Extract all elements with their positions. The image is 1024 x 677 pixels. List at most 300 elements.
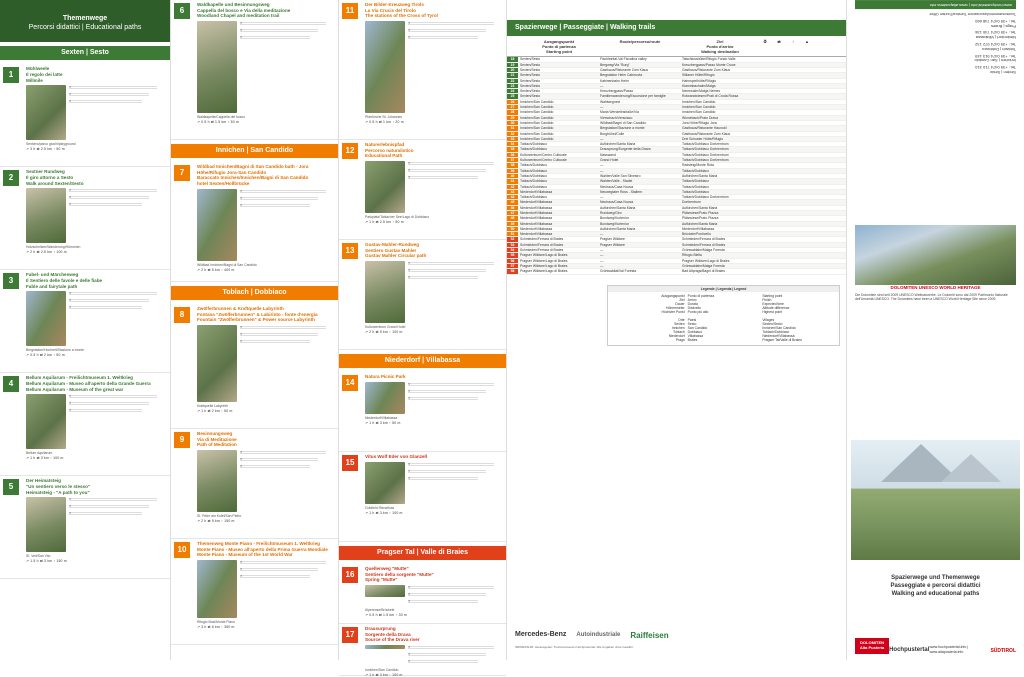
row-value-cell [772,216,786,220]
route-number: 2 [3,170,19,186]
legend-orte: Orte Sexten Innichen Toblach Niederdorf Prags [668,318,685,343]
description-line [69,195,149,200]
route-number: 13 [342,243,358,259]
row-end: Winnebach/Prato Drava [682,115,718,120]
column-2 [171,0,339,660]
row-start: Toblach/Dobbiaco [520,184,547,189]
row-start: Innichen/San Candido [520,136,554,141]
route-photo [197,189,237,261]
route-card [0,64,170,167]
route-description [240,450,335,512]
description-line [240,189,326,194]
row-value-cell [758,190,772,194]
description-line [240,339,310,344]
description-line [408,652,486,657]
route-title: Wildbad Innichen/Bagni di San Candido bath - Jora Höhe/Rifugio Jora-San Candido Baraccato Innichen/Innichen/Bagni di San Candido hotel Sexten/Hollbrücke [197,164,309,187]
route-stats: ↗ 0.5 h ⇄ 1.5 km ↑ 30 m [365,613,407,618]
row-value-cell [758,259,772,263]
route-body [365,161,503,213]
row-value-cell [772,147,786,151]
table-body [507,57,846,274]
row-value-cell [758,63,772,67]
row-value-cell [786,174,800,178]
route-description [69,394,167,449]
row-value-cell [772,94,786,98]
description-line [240,21,326,26]
row-value-cell [786,153,800,157]
description-line [69,298,149,303]
column-4-walking-trails [507,0,847,660]
route-number: 16 [342,567,358,583]
description-line [408,261,494,266]
route-number: 4 [3,376,19,392]
route-body [26,291,167,346]
row-number: 41 [507,179,518,183]
unesco-photo [855,225,1016,285]
row-start: Sexten/Sesto [520,94,541,99]
description-line [69,202,142,207]
route-description [408,462,503,504]
route-meta: St. Veit/San Vito [26,554,51,559]
row-end: Plätzwiese/Prato Piazza [682,211,719,215]
route-body [365,382,503,414]
column-1 [0,0,171,660]
masthead-title: Themenwege [62,15,108,22]
row-value-cell [772,253,786,257]
section-prags: Pragser Tal | Valle di Braies [339,546,506,560]
route-photo [197,450,237,512]
legend-it: Punto di partenza Arrivo Durata Dislivello Punto più alto [687,293,715,314]
row-value-cell [786,195,800,199]
route-card [171,0,338,140]
row-start: Sexten/Sesto [520,62,541,67]
description-line [240,28,318,33]
row-route: Bergstation/Stazione a monte [600,126,645,131]
masthead-subtitle: Percorsi didattici | Educational paths [28,24,142,32]
row-start: Innichen/San Candido [520,126,554,131]
description-line [408,28,486,33]
impressum: IMPRESSUM: Herausgeber: Tourismusverein Hochpustertal. Alle Angaben ohne Gewähr. [515,645,634,650]
row-start: Toblach/Dobbiaco [520,173,547,178]
row-value-cell [800,84,814,88]
row-start: Toblach/Dobbiaco [520,142,547,147]
description-line [69,305,142,310]
row-route: Kreuzbergpass/Passo [600,89,634,94]
row-value-cell [772,185,786,189]
row-value-cell [786,163,800,167]
route-meta: Kulturzentrum Grand Hotel [365,325,406,330]
header-start: Ausgangspunkt Punto di partenza Starting point [542,39,576,54]
route-meta: Alpenrose/Brückele [365,608,395,613]
route-description [69,291,167,346]
route-number: 1 [3,67,19,83]
row-end: Klammbachalm/Malga [682,83,716,88]
header-altitude-icon: ▲ [805,39,809,44]
description-line [240,196,318,201]
description-line [240,325,326,330]
row-value-cell [758,163,772,167]
contact-entry [855,41,1016,51]
sponsor-mercedes: Mercedes-Benz [515,631,567,639]
route-meta: Bellum Aquilarum [26,451,53,456]
description-line [240,203,310,208]
routes-prags [339,564,506,676]
route-title: Der Heimatsteig "Un sentiero verso le stesso" Heimatsteig - "A path to you" [26,478,91,495]
route-body [197,189,335,261]
description-line [408,168,486,173]
route-number: 3 [3,273,19,289]
row-route: — [600,168,604,173]
row-end: Gasthaus/Ristorante Zum Klaus [682,67,731,72]
route-photo [197,21,237,113]
row-value-cell [772,142,786,146]
description-line [69,497,157,502]
route-card [339,372,506,452]
row-value-cell [758,200,772,204]
row-value-cell [786,84,800,88]
row-value-cell [800,105,814,109]
row-number: 19 [507,63,518,67]
row-start: Innichen/San Candido [520,99,554,104]
row-route: Wahlen/Valle San Silvestro [600,173,641,178]
row-route: Neuwegtaler Ross - Stallern [600,189,643,194]
row-value-cell [758,216,772,220]
route-description [240,325,335,402]
row-number: 20 [507,68,518,72]
route-photo [365,261,405,323]
row-end: Drei Schuster Hütte/Rifugio [682,136,724,141]
row-value-cell [786,94,800,98]
description-line [240,332,318,337]
route-stats: ↗ 1 h ⇄ 3 km ↑ 100 m [365,510,403,515]
contacts-rotated [847,0,1024,80]
row-value-cell [800,73,814,77]
cover-footer [855,638,1016,654]
route-photo [365,161,405,213]
row-number: 57 [507,264,518,268]
row-value-cell [800,185,814,189]
route-card [171,304,338,429]
row-start: Niederdorf/Villabassa [520,200,553,205]
row-start: Niederdorf/Villabassa [520,189,553,194]
row-number: 55 [507,253,518,257]
route-body [26,85,167,140]
row-route: Gasthaus/Ristorante Zum Klaus [600,67,649,72]
row-value-cell [786,79,800,83]
row-end: Kreuzbergpass/Passo Monte Croce [682,62,736,67]
row-end: Gasthaus/Ristorante Zum Klaus [682,131,731,136]
row-route: Vierschach/Versciaco [600,115,633,120]
route-card [339,240,506,350]
row-end: Hahnspielhütte/Rifugio [682,78,717,83]
route-body [197,325,335,402]
mountain-shape-2 [941,454,1001,482]
row-number: 47 [507,211,518,215]
description-line [408,396,478,401]
route-title: Naturerlebnispfad Percorso naturalistico Educational Path [365,142,414,159]
route-meta: Wildbad Innichen/Bagni di San Candido [197,262,257,267]
description-line [408,35,478,40]
row-value-cell [758,57,772,61]
legend-villages: Villages Sexten/Sesto Innichen/San Candido Toblach/Dobbiaco Niederdorf/Villabassa Pragser Tal/Valle di Braies [762,318,802,343]
row-value-cell [786,169,800,173]
row-value-cell [786,100,800,104]
contact-phone: Tel.: +39 0474 972 132 [975,42,1016,48]
route-card [339,140,506,240]
route-stats: ↗ 1 h ⇄ 3 km ↑ 100 m [26,456,64,461]
row-start: Innichen/San Candido [520,110,554,115]
row-value-cell [786,253,800,257]
description-line [240,574,310,579]
row-value-cell [786,105,800,109]
row-value-cell [786,216,800,220]
description-line [408,175,478,180]
unesco-title: DOLOMITEN UNESCO WORLD HERITAGE [890,285,981,290]
section-sexten: Sexten | Sesto [0,46,170,60]
contact-town: Prags | Braies [990,23,1016,29]
row-start: Niederdorf/Villabassa [520,221,553,226]
row-start: Toblach/Dobbiaco [520,163,547,168]
cover-title: Spazierwege und Themenwege Passeggiate e percorsi didattici Walking and educational paths [890,574,981,597]
row-value-cell [800,121,814,125]
section-toblach: Toblach | Dobbiaco [171,286,338,300]
route-card [171,539,338,645]
row-value-cell [786,57,800,61]
row-value-cell [772,158,786,162]
row-route: Neuhaus/Casa Nuova [600,200,634,205]
description-line [408,659,478,664]
row-value-cell [772,100,786,104]
row-value-cell [758,153,772,157]
contact-entry [855,64,1016,74]
contact-town: Niederdorf | Villabassa [975,35,1016,41]
sponsors-area [515,631,838,650]
description-line [408,21,494,26]
route-meta: Rifugio Bosi/Monte Piano [197,620,236,625]
route-meta: Niederdorf/Villabassa [365,415,398,420]
row-number: 29 [507,116,518,120]
row-value-cell [758,116,772,120]
row-value-cell [786,63,800,67]
row-value-cell [786,132,800,136]
route-stats: ↗ 3 h ⇄ 2.5 km ↑ 50 m [26,147,65,152]
row-route: Maria Wendelinstraße/Via [600,110,639,115]
row-value-cell [800,243,814,247]
row-value-cell [758,94,772,98]
contact-phone: Tel.: +39 0474 745 136 [975,30,1016,36]
row-route: — [600,136,604,141]
row-start: Innichen/San Candido [520,115,554,120]
route-stats: ↗ 0.5 h ⇄ 1.5 km ↑ 50 m [197,120,239,125]
row-route: Waldwegnetz [600,99,621,104]
row-value-cell [758,142,772,146]
row-end: Toblach/Dobbiaco Dorfzentrum [682,158,729,163]
row-start: Sexten/Sesto [520,83,541,88]
route-card [339,624,506,676]
route-stats: ↗ 0.5 h ⇄ 1 km ↑ 20 m [365,120,404,125]
row-route: Familienwanderung/Escursione per famiglie [600,94,666,99]
row-value-cell [758,211,772,215]
row-value-cell [758,169,772,173]
row-number: 43 [507,190,518,194]
row-value-cell [758,132,772,136]
row-number: 42 [507,185,518,189]
routes-sexten [0,64,170,579]
route-number: 10 [174,542,190,558]
row-route: Fischleintal-Val Fiscalina valley [600,57,647,62]
unesco-text: Die Dolomiten sind seit 2009 UNESCO Weltnaturerbe. Le Dolomiti sono dal 2009 Patrimonio Naturale dell'Umanità UNESCO. The Dolomites have been a UNESCO World Heritage Site since 2009. [855,293,1008,302]
row-end: Bad Altprags/Bagni di Braies [682,269,725,274]
route-photo [26,291,66,346]
legend-title: Legende | Legenda | Legend [608,286,839,292]
row-start: Pragser Wildsee/Lago di Braies [520,258,568,263]
contact-phone: Tel.: +39 0474 748 660 [975,18,1016,24]
row-value-cell [772,121,786,125]
route-meta: Pfarrkirche St. Johannes [365,115,403,120]
row-route: Wahlen/Valle - Stadel [600,179,633,184]
row-value-cell [800,132,814,136]
contact-town: Innichen | San Candido [974,58,1016,64]
row-value-cell [786,248,800,252]
row-value-cell [800,253,814,257]
row-value-cell [758,126,772,130]
row-value-cell [772,227,786,231]
route-stats: ↗ 2 h ⇄ 5 km ↑ 100 m [365,330,403,335]
row-number: 31 [507,126,518,130]
description-line [240,450,326,455]
row-value-cell [786,121,800,125]
header-end: Ziel Punto d'arrivo Walking destination [701,39,739,54]
description-line [408,645,494,650]
description-line [408,599,478,604]
row-number: 21 [507,73,518,77]
row-route: Drausprung/Sorgente della Drava [600,147,651,152]
row-value-cell [758,84,772,88]
header-distance-icon: ⇄ [777,39,781,44]
row-value-cell [800,63,814,67]
description-line [408,382,494,387]
row-value-cell [772,105,786,109]
row-value-cell [786,232,800,236]
row-route: — [600,195,604,200]
row-end: Jora Höhe/Rifugio Jora [682,120,717,125]
description-line [408,592,486,597]
row-value-cell [786,110,800,114]
row-number: 54 [507,248,518,252]
dolomites-logo: DOLOMITEN Alta Pusteria [855,638,889,654]
row-value-cell [786,190,800,194]
row-value-cell [786,185,800,189]
route-card [339,0,506,140]
route-title: Sextner Rundweg Il giro attorno a Sesto Walk around Sexten/Sesto [26,169,84,186]
row-start: Innichen/San Candido [520,105,554,110]
description-line [408,585,494,590]
row-value-cell [800,153,814,157]
route-body [197,560,335,618]
route-stats: ↗ 1 h ⇄ 2 km ↑ 50 m [197,409,233,414]
contact-entry [855,30,1016,40]
footer-web: www.hochpustertal.info | www.altapusteria.info [929,645,969,654]
row-end: Innichen/San Candido [682,105,716,110]
route-card [171,162,338,282]
row-value-cell [786,89,800,93]
row-route: — [600,263,604,268]
row-start: Niederdorf/Villabassa [520,216,553,221]
route-stats: ↗ 2 h ⇄ 5 km ↑ 150 m [197,519,235,524]
row-value-cell [758,248,772,252]
row-value-cell [772,169,786,173]
legend-paesi: Paesi Sesto San Candido Dobbiaco Villabassa Braies [687,318,708,343]
route-photo [197,560,237,618]
row-value-cell [800,195,814,199]
row-value-cell [772,132,786,136]
route-description [408,261,503,323]
contact-entry [855,53,1016,63]
description-line [69,85,157,90]
row-value-cell [800,216,814,220]
route-number: 7 [174,165,190,181]
description-line [240,35,310,40]
row-value-cell [786,137,800,141]
row-start: Schmieden/Ferrara di Braies [520,248,564,253]
row-value-cell [800,137,814,141]
route-stats: ↗ 2 h ⇄ 2.5 km ↑ 100 m [26,250,67,255]
sponsor-raiffeisen: Raiffeisen [630,630,669,640]
row-value-cell [786,222,800,226]
row-route: Wildbad/Bagni di San Candido [600,120,646,125]
row-route: — [600,163,604,168]
route-card [339,564,506,624]
web-banner: www.hochpustertal.info | www.altapusteria.info [855,0,1016,9]
description-line [240,560,326,565]
row-route: Bergstation Helm Cabinovia [600,73,643,78]
contact-phone: Tel.: +39 0474 710 310 [975,65,1016,71]
description-line [240,464,310,469]
row-number: 18 [507,57,518,61]
row-value-cell [772,68,786,72]
description-line [69,394,157,399]
route-body [26,188,167,243]
row-start: Niederdorf/Villabassa [520,205,553,210]
row-end: Plätzwiese/Prato Piazza [682,216,719,221]
tourism-office: Tourismusverein/Associazione Turistica/Tourism Office [929,12,1016,17]
row-value-cell [758,264,772,268]
row-end: Toblach/Dobbiaco [682,179,709,184]
row-route: Pragser Wildsee [600,237,625,242]
route-meta: Innichen/San Candido [365,668,399,673]
routes-innichen [171,162,338,282]
row-number: 52 [507,237,518,241]
contact-entry [855,18,1016,28]
table-row [507,269,846,274]
row-value-cell [800,57,814,61]
row-end: Rotwandwiesen/Prati di Croda Rossa [682,94,739,99]
route-photo [365,382,405,414]
row-value-cell [758,222,772,226]
route-title: Waldkapelle und Besinnungsweg Cappella del bosco e Via della meditazione Woodland Chapel and meditation trail [197,2,291,19]
unesco-block [855,225,1016,302]
row-value-cell [772,126,786,130]
description-line [69,401,149,406]
row-route: — [600,83,604,88]
route-photo [26,188,66,243]
header-time-icon: ⏱ [763,39,767,44]
row-end: Grünwaldalm/Malga Foresta [682,263,725,268]
hochpustertal-logo: Hochpustertal [889,646,930,653]
description-line [69,408,142,413]
row-number: 49 [507,222,518,226]
row-route: Aufkirchen/Santa Maria [600,205,636,210]
